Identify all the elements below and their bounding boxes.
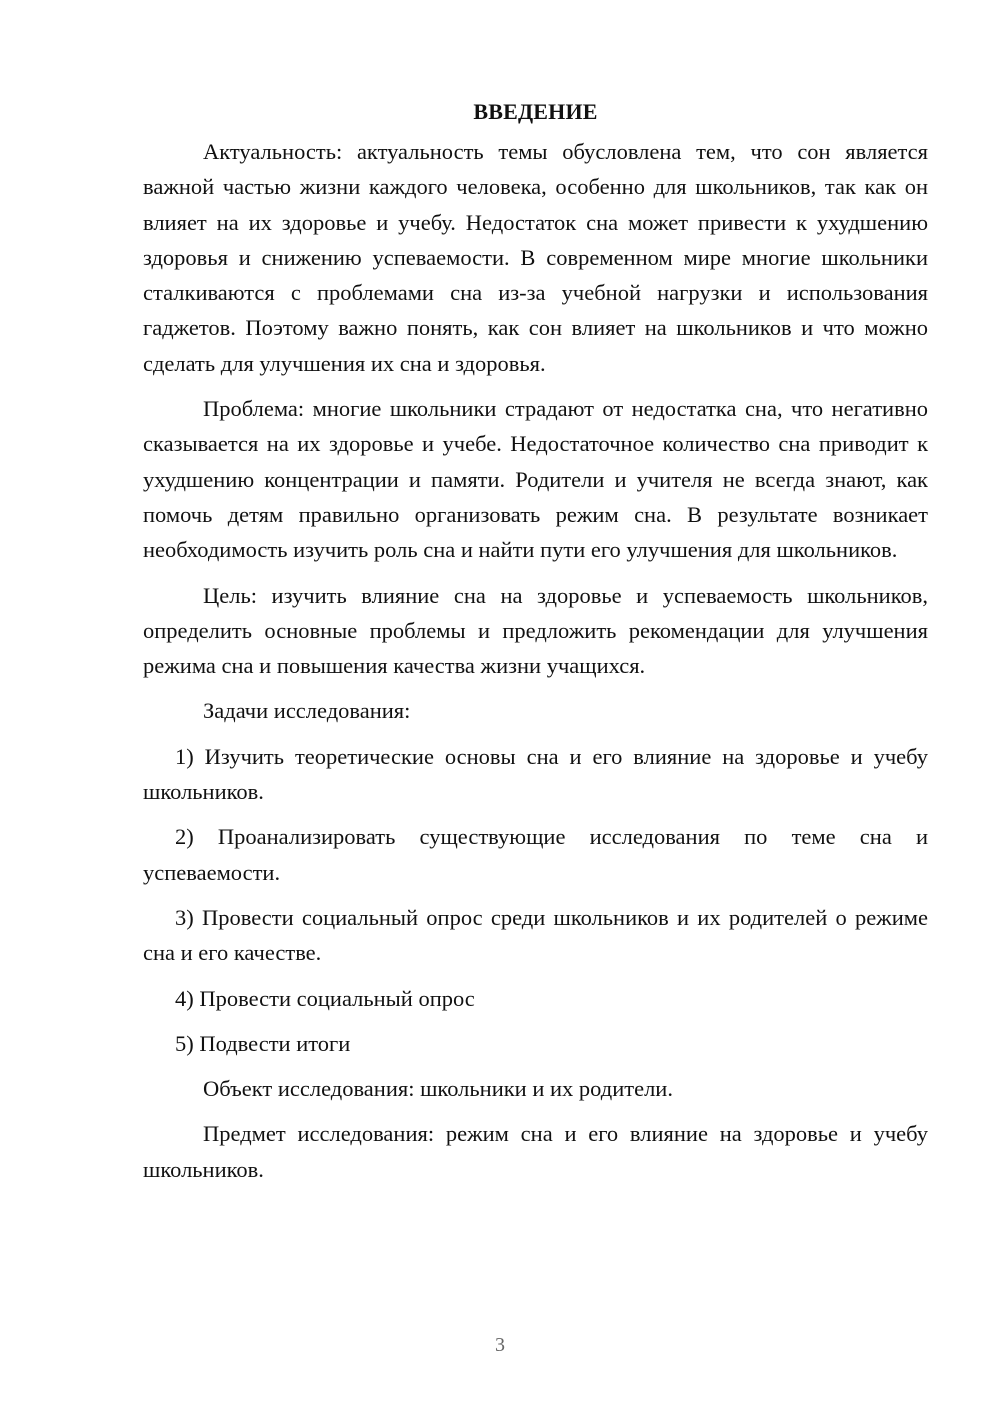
- document-page: [143, 94, 928, 1187]
- task-item-3: 3) Провести социальный опрос среди школьников и их родителей о режиме сна и его качестве.: [143, 904, 928, 966]
- section-title: ВВЕДЕНИЕ: [473, 99, 598, 124]
- paragraph-object: Объект исследования: школьники и их родители.: [203, 1076, 673, 1102]
- task-item-5: 5) Подвести итоги: [175, 1030, 351, 1056]
- task-item-1: 1) Изучить теоретические основы сна и его влияние на здоровье и учебу школьников.: [143, 743, 928, 805]
- paragraph-relevance: Актуальность: актуальность темы обусловлена тем, что сон является важной частью жизни каждого человека, особенно для школьников, так как он влияет на их здоровье и учебу. Недостаток сна может привести к ухудшению здоровья и снижению успеваемости. В современном мире многие школьники сталкиваются с проблемами сна из-за учебной нагрузки и использования гаджетов. Поэтому важно понять, как сон влияет на школьников и что можно сделать для улучшения их сна и здоровья.: [143, 139, 928, 376]
- tasks-heading: Задачи исследования:: [203, 698, 411, 724]
- task-item-4: 4) Провести социальный опрос: [175, 985, 475, 1011]
- task-item-2: 2) Проанализировать существующие исследования по теме сна и успеваемости.: [143, 824, 928, 885]
- paragraph-goal: Цель: изучить влияние сна на здоровье и успеваемость школьников, определить основные проблемы и предложить рекомендации для улучшения режима сна и повышения качества жизни учащихся.: [143, 582, 928, 679]
- paragraph-subject: Предмет исследования: режим сна и его влияние на здоровье и учебу школьников.: [143, 1121, 928, 1182]
- page-number: 3: [495, 1334, 505, 1356]
- paragraph-problem: Проблема: многие школьники страдают от недостатка сна, что негативно сказывается на их здоровье и учебе. Недостаточное количество сна приводит к ухудшению концентрации и памяти. Родители и учителя не всегда знают, как помочь детям правильно организовать режим сна. В результате возникает необходимость изучить роль сна и найти пути его улучшения для школьников.: [143, 396, 928, 563]
